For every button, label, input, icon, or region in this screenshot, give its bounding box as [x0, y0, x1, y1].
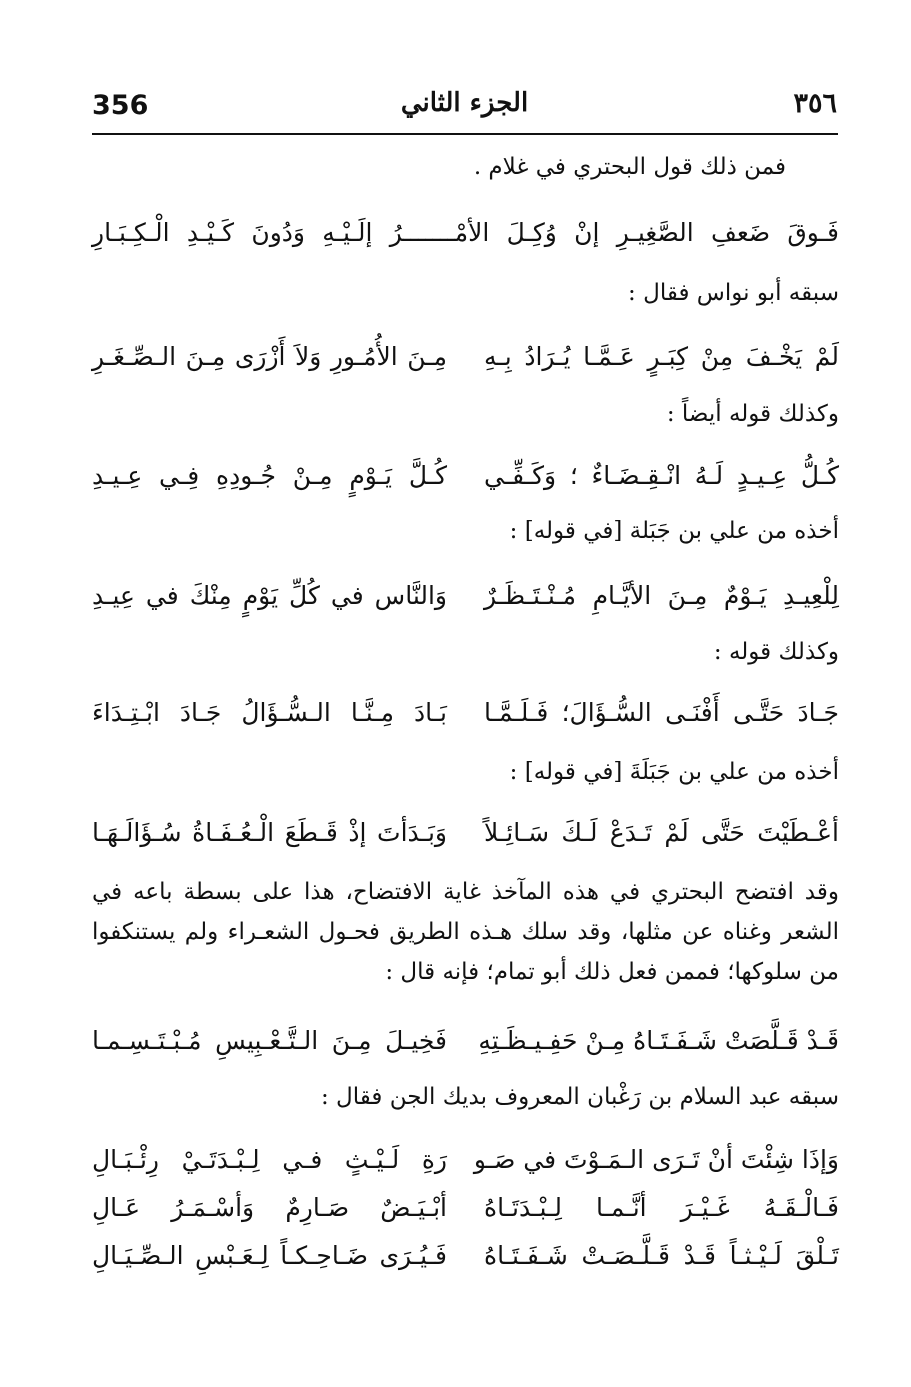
prose-line: وكذلك قوله :	[713, 639, 839, 665]
verse-first-hemistich: أعْـطَيْتَ حَتَّى لَمْ تَـدَعْ لَـكَ سَـائِـلاً	[484, 818, 839, 847]
verse-couplet	[92, 456, 839, 496]
page-number-latin: 356	[92, 90, 149, 121]
verse-couplet	[92, 693, 839, 733]
verse-couplet	[92, 1140, 839, 1180]
verse-second-hemistich: بَـادَ مِـنَّـا الـسُّـؤَالُ جَـادَ ابْـتِـدَاءَ	[92, 698, 447, 727]
prose-line: أخذه من علي بن جَبَلَةَ [في قوله] :	[509, 759, 839, 785]
page-number-arabic: ٣٥٦	[793, 88, 837, 119]
verse-second-hemistich: كُـلَّ يَـوْمٍ مِـنْ جُـودِهِ فِـي عِـيـدِ	[92, 461, 447, 490]
verse-second-hemistich: مِـنَ الأُمُـورِ وَلاَ أَزْرَى مِـنَ الـصِّـغَـرِ	[92, 342, 447, 371]
verse-single-line: فَـوقَ ضَعفِ الصَّغِيـرِ إنْ وُكِـلَ الأمْـــــــرُ إلَـيْـهِ وَدُونَ كَـيْـدِ الْـكِـبَـارِ	[92, 218, 839, 247]
verse-second-hemistich: فَـيُـرَى ضَـاحِـكـاً لِـعَـبْسِ الـصِّـيَـالِ	[92, 1241, 447, 1270]
prose-line: وكذلك قوله أيضاً :	[666, 401, 839, 427]
verse-second-hemistich: وَالنَّاس في كُلِّ يَوْمٍ مِنْكَ في عِيـدِ	[92, 581, 447, 610]
verse-first-hemistich: تَـلْقَ لَـيْـثـاً قَـدْ قَـلَّـصَـتْ شَـفَـتَـاهُ	[484, 1241, 839, 1270]
commentary-paragraph: وقد افتضح البحتري في هذه المآخذ غاية الافتضاح، هذا على بسطة باعه في الشعر وغناه عن مثلها، وقد سلك هـذه الطريق فحـول الشعـراء ولم يستنكفوا من سلوكها؛ فممن فعل ذلك أبو تمام؛ فإنه قال :	[92, 879, 839, 985]
verse-couplet	[92, 1021, 839, 1061]
verse-second-hemistich: أبْـيَـضٌ صَـارِمٌ وَأسْـمَـرُ عَـالِ	[92, 1193, 447, 1222]
prose-line: سبقه أبو نواس فقال :	[628, 280, 839, 306]
verse-couplet	[92, 1236, 839, 1276]
prose-line: سبقه عبد السلام بن رَغْبان المعروف بديك الجن فقال :	[320, 1084, 839, 1110]
verse-second-hemistich: وَبَـدَأتَ إذْ قَـطَعَ الْـعُـفَـاةُ سُـؤَالَـهَـا	[92, 818, 447, 847]
verse-first-hemistich: جَـادَ حَتَّـى أَفْنَـى السُّـؤَالَ؛ فَـلَـمَّـا	[484, 698, 839, 727]
verse-first-hemistich: فَـالْـقَـهُ غَـيْـرَ أنَّـمـا لِـبْـدَتَـاهُ	[484, 1193, 839, 1222]
verse-first-hemistich: قَـدْ قَـلَّصَتْ شَـفَـتَـاهُ مِـنْ حَفِـيـظَـتِهِ	[478, 1026, 839, 1055]
verse-couplet	[92, 337, 839, 377]
verse-first-hemistich: لَمْ يَخْـفَ مِنْ كِبَـرٍ عَـمَّـا يُـرَادُ بِـهِ	[484, 342, 839, 371]
verse-couplet	[92, 813, 839, 853]
header-rule	[92, 133, 838, 135]
verse-second-hemistich: رَةِ لَـيْـثٍ فـي لِـبْـدَتَـيْ رِئْـبَـالِ	[92, 1145, 447, 1174]
verse-second-hemistich: فَخِيـلَ مِـنَ الـتَّـعْـبِيسِ مُـبْـتَـسِـمـا	[92, 1026, 447, 1055]
intro-line: فمن ذلك قول البحتري في غلام .	[473, 154, 786, 180]
prose-line: أخذه من علي بن جَبَلة [في قوله] :	[509, 518, 839, 544]
page-header	[92, 86, 837, 130]
verse-first-hemistich: لِلْعِيـدِ يَـوْمٌ مِـنَ الأيَّـامِ مُـنْـتَـظَـرٌ	[484, 581, 839, 610]
running-title: الجزء الثاني	[400, 88, 529, 118]
verse-first-hemistich: كُـلُّ عِـيـدٍ لَـهُ انْـقِـضَـاءٌ ؛ وَكَـفِّـي	[484, 461, 839, 490]
verse-couplet	[92, 576, 839, 616]
verse-couplet	[92, 1188, 839, 1228]
verse-first-hemistich: وَإذَا شِئْتَ أنْ تَـرَى الـمَـوْتَ في صَـو	[473, 1145, 839, 1174]
